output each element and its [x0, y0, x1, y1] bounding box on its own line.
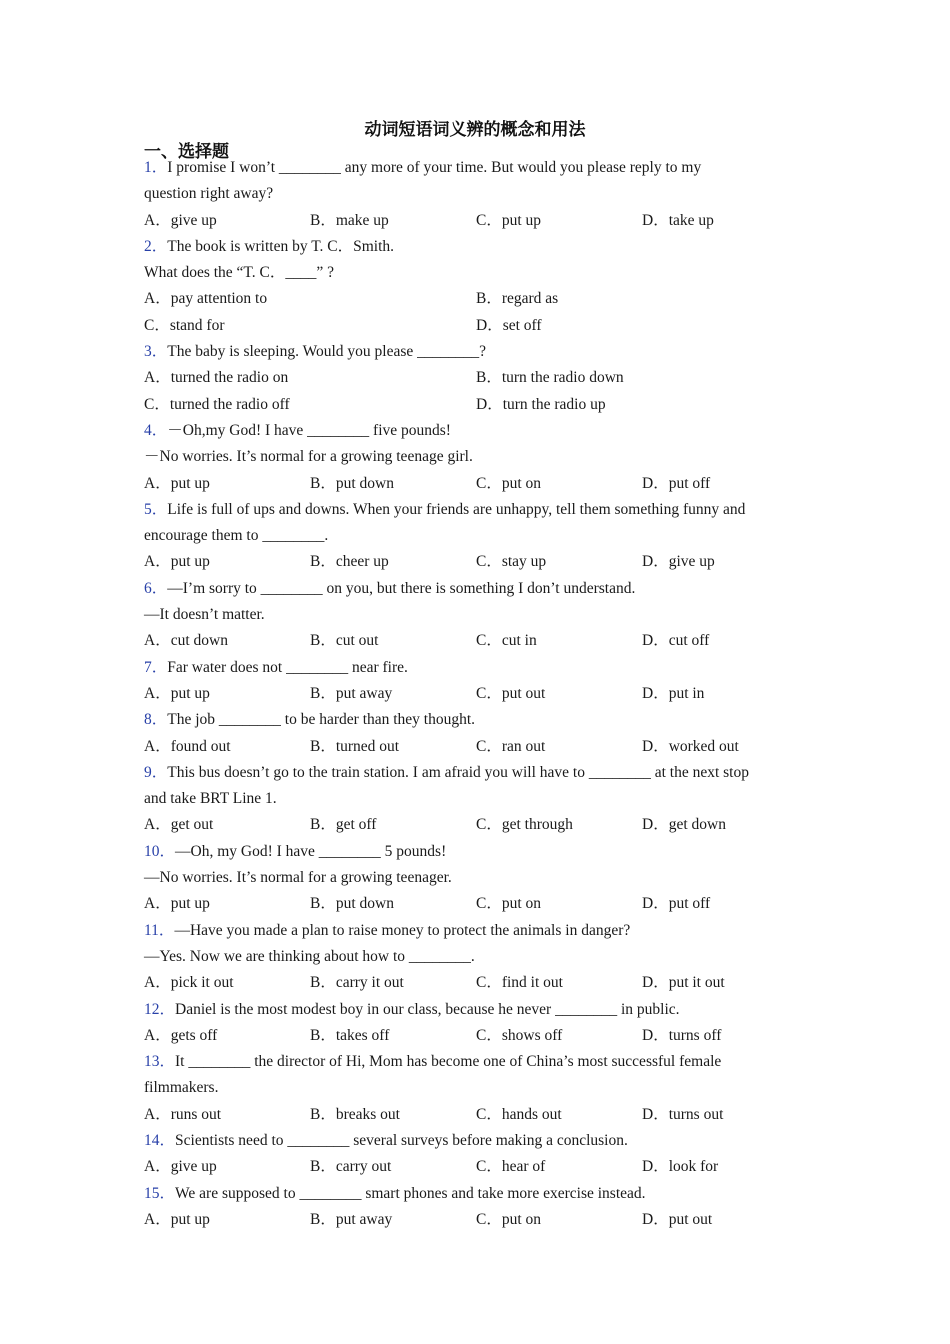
answer-option[interactable]: C．stay up	[476, 553, 547, 571]
options-row	[144, 1023, 804, 1049]
question-text: What does the “T. C．____” ?	[144, 264, 334, 282]
section-heading: 一、选择题	[144, 142, 229, 162]
answer-option[interactable]: B．put away	[310, 1210, 393, 1228]
question-item	[144, 839, 804, 918]
question-number: 4．	[144, 421, 168, 439]
answer-option[interactable]: D．put off	[642, 895, 711, 913]
question-stem	[144, 418, 804, 444]
question-text: －No worries. It’s normal for a growing teenage girl.	[144, 448, 473, 466]
question-number: 3．	[144, 343, 168, 361]
question-text: We are supposed to ________ smart phones and take more exercise instead.	[175, 1184, 646, 1202]
answer-option[interactable]: D．put out	[642, 1210, 713, 1228]
question-stem-continuation	[144, 602, 804, 628]
answer-option[interactable]: A．pick it out	[144, 974, 234, 992]
options-row	[144, 286, 804, 312]
answer-option[interactable]: B．turn the radio down	[476, 369, 624, 387]
answer-option[interactable]: C．cut in	[476, 632, 537, 650]
question-item	[144, 576, 804, 655]
question-number: 12．	[144, 1000, 176, 1018]
question-number: 2．	[144, 237, 168, 255]
question-text: question right away?	[144, 185, 274, 203]
question-text: —I’m sorry to ________ on you, but there is something I don’t understand.	[167, 579, 636, 597]
answer-option[interactable]: A．found out	[144, 737, 231, 755]
question-text: This bus doesn’t go to the train station. I am afraid you will have to ________ at the next stop	[167, 763, 749, 781]
question-text: —Oh, my God! I have ________ 5 pounds!	[175, 842, 447, 860]
question-stem-continuation	[144, 444, 804, 470]
question-number: 5．	[144, 500, 168, 518]
question-stem-continuation	[144, 523, 804, 549]
question-item	[144, 655, 804, 708]
answer-option[interactable]: D．take up	[642, 211, 714, 229]
answer-option[interactable]: C．put on	[476, 895, 542, 913]
answer-option[interactable]: C．put out	[476, 684, 546, 702]
question-number: 8．	[144, 711, 168, 729]
question-stem	[144, 707, 804, 733]
answer-option[interactable]: D．put it out	[642, 974, 725, 992]
answer-option[interactable]: C．shows off	[476, 1026, 563, 1044]
question-text: —It doesn’t matter.	[144, 606, 265, 624]
answer-option[interactable]: D．turns off	[642, 1026, 722, 1044]
answer-option[interactable]: A．give up	[144, 1158, 217, 1176]
answer-option[interactable]: C．ran out	[476, 737, 546, 755]
question-stem-continuation	[144, 786, 804, 812]
answer-option[interactable]: B．get off	[310, 816, 377, 834]
options-row	[144, 1154, 804, 1180]
question-stem-continuation	[144, 944, 804, 970]
answer-option[interactable]: A．put up	[144, 553, 210, 571]
question-number: 7．	[144, 658, 168, 676]
question-stem	[144, 918, 804, 944]
question-item	[144, 418, 804, 497]
answer-option[interactable]: C．put on	[476, 1210, 542, 1228]
question-item	[144, 707, 804, 760]
question-item	[144, 497, 804, 576]
question-stem	[144, 839, 804, 865]
question-text: The book is written by T. C．Smith.	[167, 237, 395, 255]
options-row	[144, 365, 804, 391]
answer-option[interactable]: D．cut off	[642, 632, 710, 650]
answer-option[interactable]: D．set off	[476, 316, 542, 334]
question-item	[144, 1181, 804, 1234]
document-title: 动词短语词义辨的概念和用法	[364, 120, 586, 140]
question-stem	[144, 339, 804, 365]
question-stem	[144, 155, 804, 181]
answer-option[interactable]: B．put down	[310, 474, 394, 492]
question-item	[144, 918, 804, 997]
question-number: 15．	[144, 1184, 176, 1202]
question-text: —Have you made a plan to raise money to protect the animals in danger?	[174, 921, 631, 939]
answer-option[interactable]: C．put up	[476, 211, 542, 229]
answer-option[interactable]: C．put on	[476, 474, 542, 492]
answer-option[interactable]: C．hear of	[476, 1158, 546, 1176]
answer-option[interactable]: B．takes off	[310, 1026, 390, 1044]
question-item	[144, 760, 804, 839]
options-row	[144, 734, 804, 760]
answer-option[interactable]: A．put up	[144, 474, 210, 492]
answer-option[interactable]: B．turned out	[310, 737, 400, 755]
question-number: 13．	[144, 1053, 176, 1071]
answer-option[interactable]: B．cheer up	[310, 553, 389, 571]
answer-option[interactable]: B．make up	[310, 211, 389, 229]
question-number: 14．	[144, 1131, 176, 1149]
answer-option[interactable]: A．give up	[144, 211, 217, 229]
options-row	[144, 313, 804, 339]
options-row	[144, 681, 804, 707]
question-stem	[144, 655, 804, 681]
answer-option[interactable]: D．look for	[642, 1158, 719, 1176]
answer-option[interactable]: C．get through	[476, 816, 573, 834]
answer-option[interactable]: B．carry out	[310, 1158, 392, 1176]
answer-option[interactable]: B．carry it out	[310, 974, 404, 992]
answer-option[interactable]: A．put up	[144, 1210, 210, 1228]
question-stem	[144, 234, 804, 260]
question-text: filmmakers.	[144, 1079, 219, 1097]
question-text: I promise I won’t ________ any more of your time. But would you please reply to my	[167, 159, 702, 176]
answer-option[interactable]: D．turns out	[642, 1105, 724, 1123]
options-row	[144, 471, 804, 497]
options-row	[144, 1102, 804, 1128]
answer-option[interactable]: B．put away	[310, 684, 393, 702]
options-row	[144, 1207, 804, 1233]
question-text: Far water does not ________ near fire.	[167, 658, 408, 676]
answer-option[interactable]: A．turned the radio on	[144, 369, 289, 387]
options-row	[144, 549, 804, 575]
question-text: Daniel is the most modest boy in our class, because he never ________ in public.	[175, 1000, 680, 1018]
answer-option[interactable]: B．regard as	[476, 290, 559, 308]
question-text: encourage them to ________.	[144, 527, 329, 545]
question-stem-continuation	[144, 181, 804, 207]
answer-option[interactable]: A．pay attention to	[144, 290, 268, 308]
answer-option[interactable]: A．put up	[144, 684, 210, 702]
options-row	[144, 970, 804, 996]
question-item	[144, 155, 804, 234]
question-number: 6．	[144, 579, 168, 597]
question-number: 1．	[144, 159, 168, 176]
answer-option[interactable]: D．worked out	[642, 737, 739, 755]
question-stem	[144, 760, 804, 786]
answer-option[interactable]: A．cut down	[144, 632, 228, 650]
question-stem	[144, 576, 804, 602]
question-stem-continuation	[144, 1075, 804, 1101]
question-text: The job ________ to be harder than they thought.	[167, 711, 476, 729]
answer-option[interactable]: D．give up	[642, 553, 715, 571]
question-stem	[144, 997, 804, 1023]
answer-option[interactable]: B．put down	[310, 895, 394, 913]
answer-option[interactable]: B．cut out	[310, 632, 379, 650]
question-text: —Yes. Now we are thinking about how to ________.	[144, 947, 475, 965]
question-text: —No worries. It’s normal for a growing teenager.	[144, 869, 452, 887]
question-item	[144, 339, 804, 418]
question-text: It ________ the director of Hi, Mom has become one of China’s most successful female	[175, 1053, 722, 1071]
answer-option[interactable]: D．put off	[642, 474, 711, 492]
question-stem-continuation	[144, 260, 804, 286]
answer-option[interactable]: A．gets off	[144, 1026, 218, 1044]
question-number: 9．	[144, 763, 168, 781]
answer-option[interactable]: A．runs out	[144, 1105, 222, 1123]
answer-option[interactable]: C．hands out	[476, 1105, 562, 1123]
answer-option[interactable]: C．stand for	[144, 316, 225, 334]
options-row	[144, 891, 804, 917]
options-row	[144, 812, 804, 838]
question-text: －Oh,my God! I have ________ five pounds!	[167, 421, 451, 439]
question-item	[144, 234, 804, 339]
answer-option[interactable]: A．put up	[144, 895, 210, 913]
question-text: Life is full of ups and downs. When your friends are unhappy, tell them something funny and	[167, 500, 746, 518]
answer-option[interactable]: D．get down	[642, 816, 726, 834]
question-item	[144, 997, 804, 1050]
question-stem	[144, 1181, 804, 1207]
options-row	[144, 392, 804, 418]
question-item	[144, 1128, 804, 1181]
answer-option[interactable]: C．find it out	[476, 974, 563, 992]
question-list	[144, 155, 804, 1233]
question-item	[144, 1049, 804, 1128]
question-text: Scientists need to ________ several surveys before making a conclusion.	[175, 1131, 628, 1149]
question-stem	[144, 1128, 804, 1154]
question-text: and take BRT Line 1.	[144, 790, 277, 808]
question-text: The baby is sleeping. Would you please ________?	[167, 343, 487, 361]
question-stem	[144, 497, 804, 523]
answer-option[interactable]: A．get out	[144, 816, 214, 834]
question-number: 11．	[144, 921, 175, 939]
question-stem	[144, 1049, 804, 1075]
question-stem-continuation	[144, 865, 804, 891]
answer-option[interactable]: B．breaks out	[310, 1105, 400, 1123]
question-number: 10．	[144, 842, 176, 860]
options-row	[144, 208, 804, 234]
answer-option[interactable]: C．turned the radio off	[144, 395, 290, 413]
answer-option[interactable]: D．turn the radio up	[476, 395, 606, 413]
answer-option[interactable]: D．put in	[642, 684, 705, 702]
options-row	[144, 628, 804, 654]
